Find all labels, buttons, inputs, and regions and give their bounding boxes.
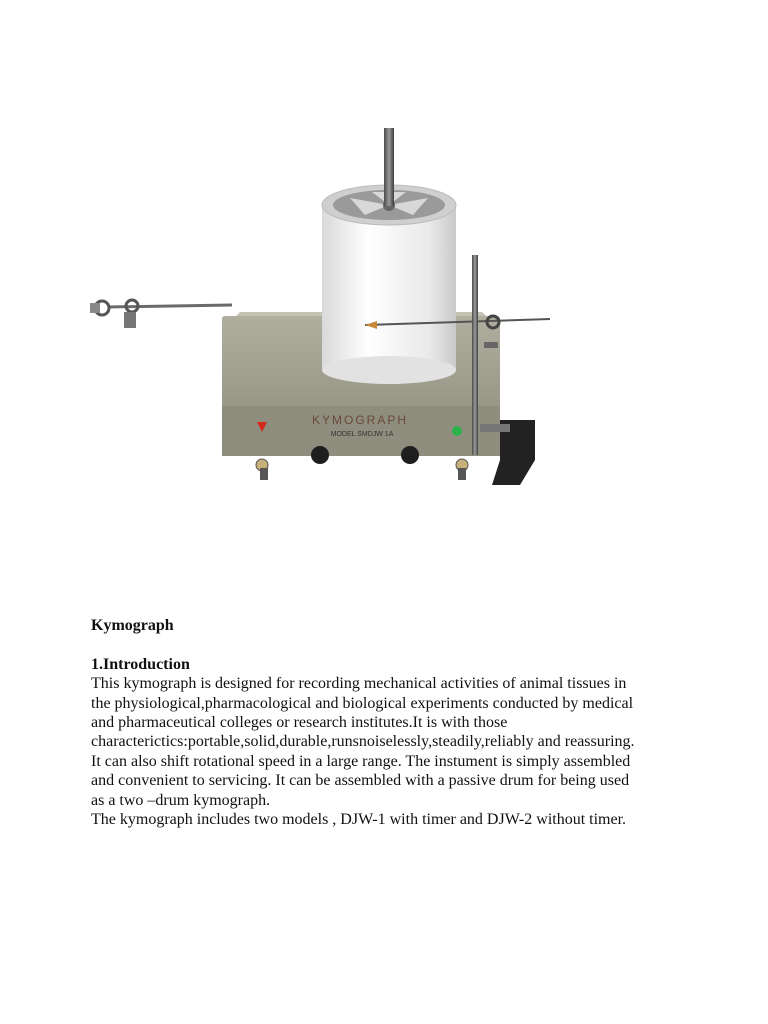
model-plate: MODEL SMDJW 1A	[330, 431, 394, 438]
paragraph-line: characterictics:portable,solid,durable,runsnoiselessly,steadily,reliably and reassuring.	[91, 733, 635, 751]
document-body	[91, 616, 691, 829]
drum-spindle	[384, 128, 394, 206]
brand-plate: KYMOGRAPH	[311, 413, 409, 427]
paragraph-line: the physiological,pharmacological and biological experiments conducted by medical	[91, 694, 634, 712]
timer-selector-knob	[401, 446, 419, 464]
left-lever-holder	[90, 300, 232, 328]
speed-selector-knob	[311, 446, 329, 464]
section-heading: 1.Introduction	[91, 655, 190, 673]
paragraph-line: as a two –drum kymograph.	[91, 791, 271, 809]
green-indicator-lamp	[452, 426, 462, 436]
paragraph-line: This kymograph is designed for recording mechanical activities of animal tissues in	[91, 675, 627, 693]
kymograph-photo	[80, 120, 580, 500]
paragraph-line: and convenient to servicing. It can be assembled with a passive drum for being used	[91, 772, 630, 790]
paragraph-line: The kymograph includes two models , DJW-1 with timer and DJW-2 without timer.	[91, 811, 627, 829]
paragraph-line: and pharmaceutical colleges or research institutes.It is with those	[91, 714, 508, 732]
recording-drum	[322, 185, 456, 384]
document-title: Kymograph	[91, 617, 174, 634]
paragraph-line: It can also shift rotational speed in a large range. The instument is simply assembled	[91, 752, 631, 770]
